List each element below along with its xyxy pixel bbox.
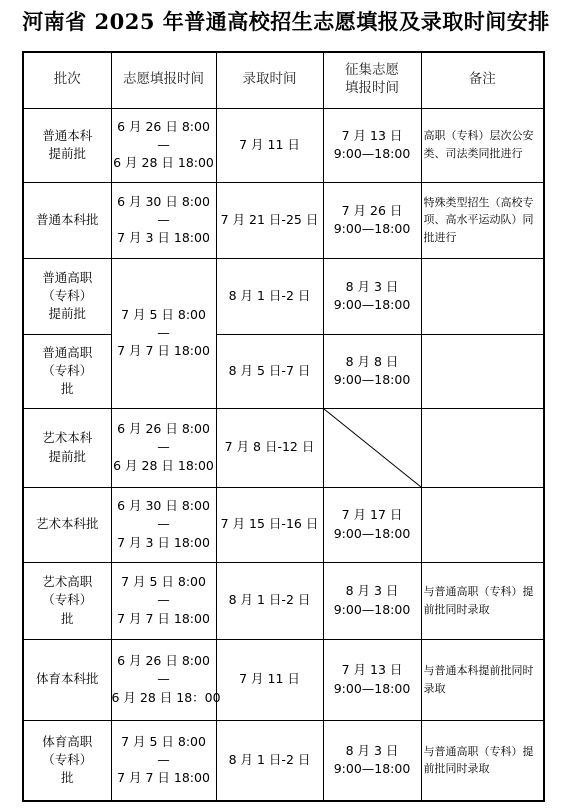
admit-time-cell: 7 月 11 日 [216,639,323,720]
solicit-time-cell: 7 月 13 日 9:00—18:00 [323,639,421,720]
solicit-time-cell: 8 月 3 日 9:00—18:00 [323,258,421,334]
solicit-time-cell: 8 月 3 日 9:00—18:00 [323,562,421,639]
fill-time-cell: 7 月 5 日 8:00 — 7 月 7 日 18:00 [111,258,216,408]
note-cell [421,487,544,562]
batch-cell: 体育本科批 [23,639,111,720]
fill-time-cell: 6 月 30 日 8:00 — 7 月 3 日 18:00 [111,182,216,258]
fill-time-cell: 6 月 26 日 8:00 — 6 月 28 日 18:00 [111,108,216,182]
schedule-table [22,51,545,802]
header-note: 备注 [421,52,544,108]
admit-time-cell: 8 月 1 日-2 日 [216,258,323,334]
table-row [23,720,544,801]
solicit-time-cell: 7 月 26 日 9:00—18:00 [323,182,421,258]
note-cell: 与普通高职（专科）提前批同时录取 [421,562,544,639]
fill-time-cell: 6 月 26 日 8:00 — 6 月 28 日 18：00 [111,639,216,720]
admit-time-cell: 7 月 15 日-16 日 [216,487,323,562]
fill-time-cell: 7 月 5 日 8:00 — 7 月 7 日 18:00 [111,720,216,801]
solicit-time-cell: 8 月 3 日 9:00—18:00 [323,720,421,801]
table-row [23,408,544,487]
solicit-time-cell: 7 月 17 日 9:00—18:00 [323,487,421,562]
batch-cell: 普通高职（专科）批 [23,334,111,408]
header-row [23,52,544,108]
table-row [23,258,544,334]
diagonal-slash [324,409,421,487]
note-cell: 与普通高职（专科）提前批同时录取 [421,720,544,801]
admit-time-cell: 7 月 11 日 [216,108,323,182]
note-cell: 特殊类型招生（高校专项、高水平运动队）同批进行 [421,182,544,258]
solicit-time-cell: 7 月 13 日 9:00—18:00 [323,108,421,182]
admit-time-cell: 8 月 1 日-2 日 [216,562,323,639]
fill-time-cell: 7 月 5 日 8:00 — 7 月 7 日 18:00 [111,562,216,639]
table-row [23,639,544,720]
admit-time-cell: 8 月 1 日-2 日 [216,720,323,801]
note-cell [421,258,544,334]
batch-cell: 艺术本科提前批 [23,408,111,487]
note-cell [421,408,544,487]
batch-cell: 普通本科提前批 [23,108,111,182]
fill-time-cell: 6 月 30 日 8:00 — 7 月 3 日 18:00 [111,487,216,562]
solicit-time-cell: 8 月 8 日 9:00—18:00 [323,334,421,408]
note-cell: 与普通本科提前批同时录取 [421,639,544,720]
solicit-time-cell-empty [323,408,421,487]
admit-time-cell: 8 月 5 日-7 日 [216,334,323,408]
batch-cell: 普通高职（专科）提前批 [23,258,111,334]
note-cell: 高职（专科）层次公安类、司法类同批进行 [421,108,544,182]
table-row [23,108,544,182]
batch-cell: 艺术高职（专科）批 [23,562,111,639]
note-cell [421,334,544,408]
batch-cell: 体育高职（专科）批 [23,720,111,801]
batch-cell: 普通本科批 [23,182,111,258]
page-title: 河南省 2025 年普通高校招生志愿填报及录取时间安排 [22,9,550,34]
header-fill-time: 志愿填报时间 [111,52,216,108]
batch-cell: 艺术本科批 [23,487,111,562]
admit-time-cell: 7 月 8 日-12 日 [216,408,323,487]
table-row [23,334,544,408]
header-solicit-time: 征集志愿填报时间 [323,52,421,108]
table-row [23,182,544,258]
header-batch: 批次 [23,52,111,108]
admit-time-cell: 7 月 21 日-25 日 [216,182,323,258]
header-admit-time: 录取时间 [216,52,323,108]
table-row [23,562,544,639]
fill-time-cell: 6 月 26 日 8:00 — 6 月 28 日 18:00 [111,408,216,487]
table-row [23,487,544,562]
